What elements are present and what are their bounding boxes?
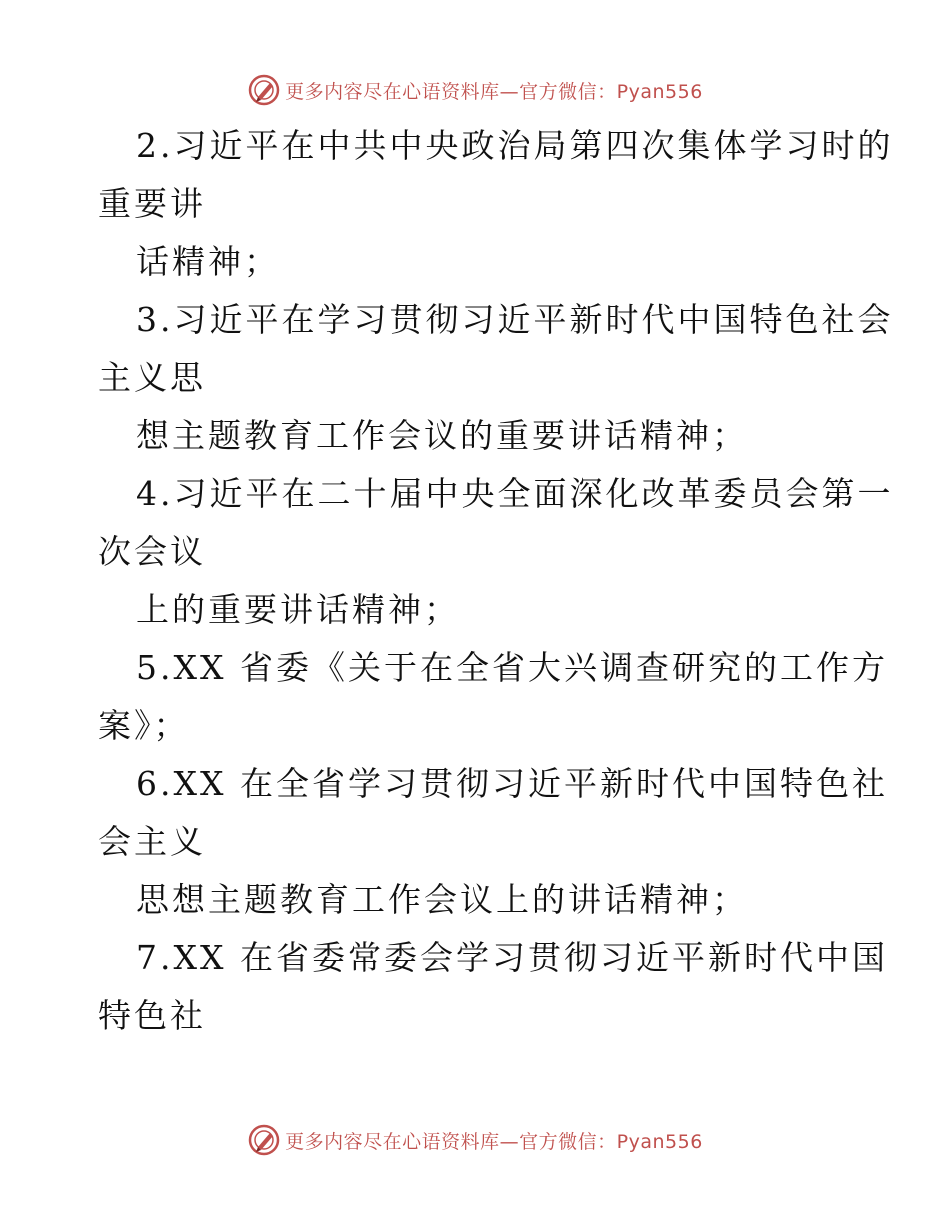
body-line: 次会议 <box>98 532 206 571</box>
body-line: 案》； <box>98 706 190 745</box>
header-banner-text: 更多内容尽在心语资料库—官方微信：Pyan556 <box>285 80 703 103</box>
body-line: 主义思 <box>98 358 206 397</box>
body-line: 重要讲 <box>98 184 206 223</box>
body-line: 7.XX 在省委常委会学习贯彻习近平新时代中国 <box>136 938 888 977</box>
body-line: 5.XX 省委《关于在全省大兴调查研究的工作方 <box>136 648 888 687</box>
body-line: 想主题教育工作会议的重要讲话精神； <box>136 416 748 455</box>
body-line: 2.习近平在中共中央政治局第四次集体学习时的 <box>136 126 894 165</box>
body-line: 上的重要讲话精神； <box>136 590 460 629</box>
body-line: 6.XX 在全省学习贯彻习近平新时代中国特色社 <box>136 764 888 803</box>
pen-nib-logo-icon <box>247 73 281 107</box>
footer-banner <box>0 1120 950 1160</box>
body-line: 会主义 <box>98 822 206 861</box>
body-line: 特色社 <box>98 996 206 1035</box>
body-line: 话精神； <box>136 242 280 281</box>
body-line: 3.习近平在学习贯彻习近平新时代中国特色社会 <box>136 300 894 339</box>
footer-banner-text: 更多内容尽在心语资料库—官方微信：Pyan556 <box>285 1130 703 1153</box>
header-banner <box>0 70 950 110</box>
body-line: 思想主题教育工作会议上的讲话精神； <box>136 880 748 919</box>
pen-nib-logo-icon <box>247 1123 281 1157</box>
body-line: 4.习近平在二十届中央全面深化改革委员会第一 <box>136 474 894 513</box>
